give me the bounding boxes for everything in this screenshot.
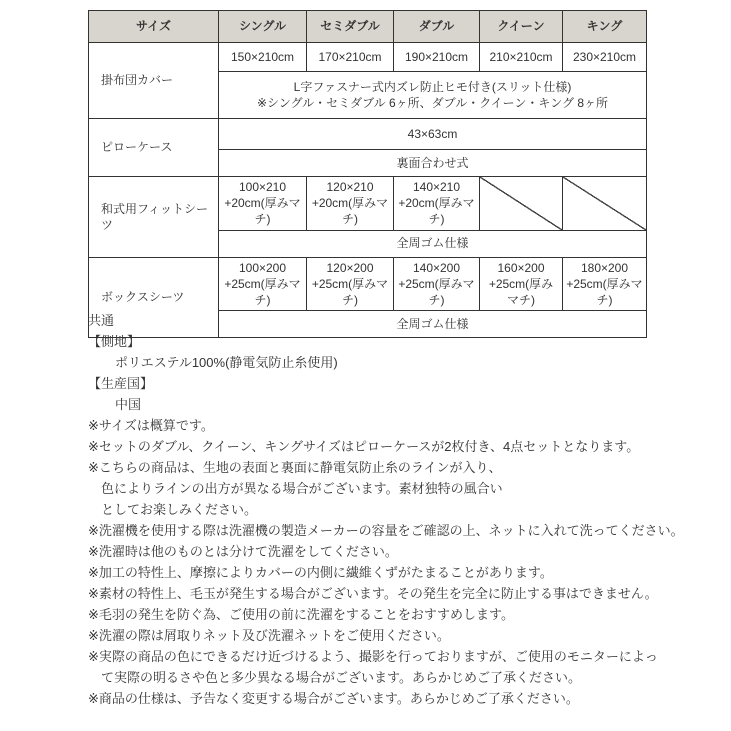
fitted-size-single: [219, 177, 307, 231]
duvet-note-line1: L字ファスナー式内ズレ防止ヒモ付き(スリット仕様): [293, 79, 572, 94]
header-double: ダブル: [394, 11, 480, 43]
duvet-note-line2: ※シングル・セミダブル 6ヶ所、ダブル・クイーン・キング 8ヶ所: [256, 96, 608, 110]
note-item: ※こちらの商品は、生地の表面と裏面に静電気防止糸のラインが入り、: [88, 460, 502, 475]
box-size-row: [89, 257, 647, 311]
fitted-size-double-dim: 140×210: [412, 180, 461, 194]
box-note-cell: 全周ゴム仕様: [219, 311, 647, 338]
box-size-semidouble-gusset: +25cm(厚みマチ): [311, 276, 389, 307]
note-item-continuation: としてお楽しみください。: [101, 502, 258, 517]
notes-section: [88, 310, 724, 709]
duvet-size-semidouble: 170×210cm: [307, 43, 394, 72]
duvet-size-queen: 210×210cm: [480, 43, 563, 72]
row-label-duvet-cover: 掛布団カバー: [89, 43, 219, 119]
box-size-double: [394, 257, 480, 311]
notes-material-value: ポリエステル100%(静電気防止糸使用): [115, 355, 338, 370]
box-size-semidouble-dim: 120×200: [326, 260, 374, 275]
note-item: ※洗濯の際は屑取りネット及び洗濯ネットをご使用ください。: [88, 628, 450, 643]
duvet-size-row: [89, 43, 647, 72]
note-item: ※素材の特性上、毛玉が発生する場合がございます。その発生を完全に防止する事はできません。: [88, 586, 658, 601]
box-size-queen-gusset: +25cm(厚みマチ): [488, 276, 554, 307]
fitted-size-double-gusset: +20cm(厚みマチ): [398, 196, 475, 227]
header-semidouble: セミダブル: [307, 11, 394, 43]
pillow-note-cell: 裏面合わせ式: [219, 150, 647, 177]
duvet-size-king: 230×210cm: [563, 43, 647, 72]
row-label-box-sheet: ボックスシーツ: [89, 257, 219, 338]
notes-country-value: 中国: [115, 397, 142, 412]
box-size-king-dim: 180×200: [580, 260, 629, 275]
row-label-pillow-case: ピローケース: [89, 119, 219, 177]
header-single: シングル: [219, 11, 307, 43]
note-item: ※実際の商品の色にできるだけ近づけるよう、撮影を行っておりますが、ご使用のモニターによっ: [88, 649, 658, 664]
fitted-size-double: [394, 177, 480, 231]
note-item-continuation: て実際の明るさや色と多少異なる場合がございます。あらかじめご了承ください。: [101, 670, 581, 685]
box-size-semidouble: [307, 257, 394, 311]
note-item-continuation: 色によりラインの出方が異なる場合がございます。素材独特の風合い: [101, 481, 503, 496]
row-label-fitted-sheet: 和式用フィットシーツ: [89, 177, 219, 258]
notes-material-label: 【側地】: [88, 334, 141, 349]
header-king: キング: [563, 11, 647, 43]
fitted-size-semidouble: [307, 177, 394, 231]
fitted-size-row: [89, 177, 647, 231]
note-item: ※加工の特性上、摩擦によりカバーの内側に繊維くずがたまることがあります。: [88, 565, 553, 580]
box-size-queen: [480, 257, 563, 311]
fitted-na-king: [563, 177, 647, 231]
box-size-double-dim: 140×200: [412, 260, 461, 275]
fitted-size-single-gusset: +20cm(厚みマチ): [224, 196, 301, 227]
note-item: ※洗濯機を使用する際は洗濯機の製造メーカーの容量をご確認の上、ネットに入れて洗ってください。: [88, 523, 684, 538]
diagonal-na-icon: [480, 177, 562, 230]
notes-common-heading: 共通: [88, 313, 115, 328]
box-size-single-gusset: +25cm(厚みマチ): [224, 276, 301, 307]
note-item: ※セットのダブル、クイーン、キングサイズはピローケースが2枚付き、4点セットとなります。: [88, 439, 640, 454]
fitted-size-single-dim: 100×210: [238, 180, 287, 194]
diagonal-na-icon: [563, 177, 646, 230]
notes-country-label: 【生産国】: [88, 376, 154, 391]
duvet-size-double: 190×210cm: [394, 43, 480, 72]
fitted-na-queen: [480, 177, 563, 231]
duvet-size-single: 150×210cm: [219, 43, 307, 72]
fitted-note-cell: 全周ゴム仕様: [219, 230, 647, 257]
note-item: ※サイズは概算です。: [88, 418, 214, 433]
box-size-single: [219, 257, 307, 311]
duvet-note-cell: [219, 72, 647, 119]
box-size-king-gusset: +25cm(厚みマチ): [566, 276, 643, 307]
header-queen: クイーン: [480, 11, 563, 43]
box-size-single-dim: 100×200: [238, 260, 287, 275]
box-size-queen-dim: 160×200: [497, 260, 545, 275]
box-size-king: [563, 257, 647, 311]
note-item: ※商品の仕様は、予告なく変更する場合がございます。あらかじめご了承ください。: [88, 691, 579, 706]
pillow-size-row: [89, 119, 647, 150]
note-item: ※洗濯時は他のものとは分けて洗濯をしてください。: [88, 544, 398, 559]
header-size-label: サイズ: [89, 11, 219, 43]
pillow-size-cell: 43×63cm: [219, 119, 647, 150]
note-item: ※毛羽の発生を防ぐ為、ご使用の前に洗濯をすることをおすすめします。: [88, 607, 514, 622]
fitted-size-semidouble-gusset: +20cm(厚みマチ): [311, 196, 389, 227]
table-header-row: [89, 11, 647, 43]
fitted-size-semidouble-dim: 120×210: [326, 180, 374, 194]
spec-table: [88, 10, 647, 338]
box-size-double-gusset: +25cm(厚みマチ): [398, 276, 475, 307]
